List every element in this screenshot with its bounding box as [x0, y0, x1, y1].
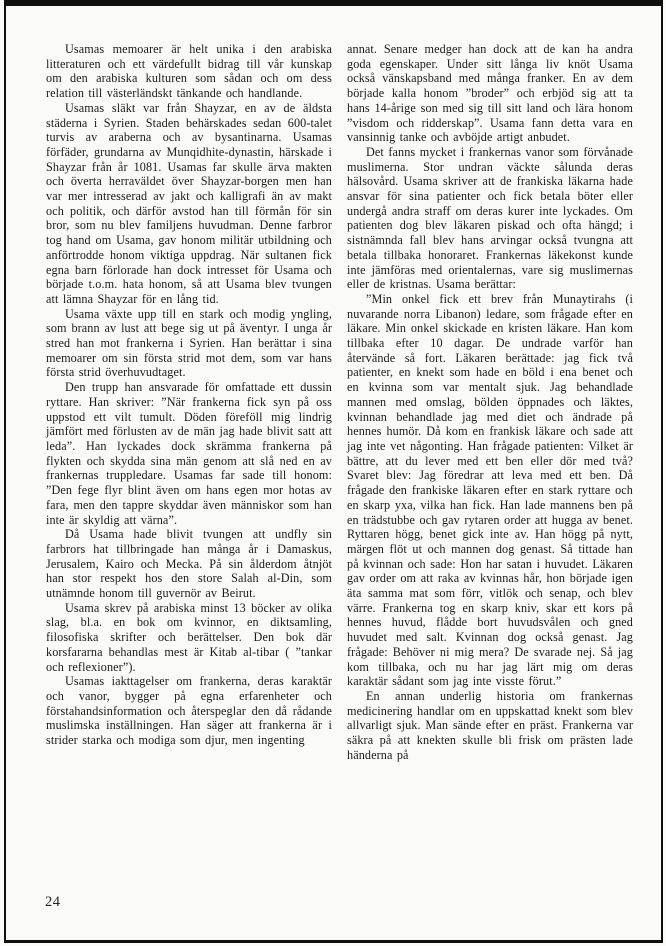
paragraph: Usamas släkt var från Shayzar, en av de äldsta städerna i Syrien. Staden behärskades sedan 600-talet turvis av araberna och av bysantinarna. Usamas förfäder, grundarna av Munqidhite-dynastin, härskade i Shayzar från år 1081. Usamas far skulle ärva makten och överta herraväldet över Shayzar-borgen men han var mer intresserad av jakt och kalligrafi än av makt och politik, och därför avstod han till förmån för sin bror, som nu blev familjens huvudman. Denne farbror tog hand om Usama, gav honom militär utbildning och anförtrodde honom viktiga uppdrag. När sultanen fick egna barn förlorade han dock intresset för Usama och började t.o.m. hata honom, så att Usama blev tvungen att lämna Shayzar för en lång tid. — [46, 100, 332, 306]
paragraph: En annan underlig historia om frankernas medicinering handlar om en uppskattad knekt som blev allvarligt sjuk. Man sände efter en präst. Frankerna var säkra på att knekten skulle bli frisk om prästen lade händerna på — [347, 688, 633, 762]
paragraph: Då Usama hade blivit tvungen att undfly sin farbrors hat tillbringade han många år i Damaskus, Jerusalem, Kairo och Mecka. På sin ålderdom åtnjöt han stor respekt hos den store Salah al-Din, som utnämnde honom till guvernör av Beirut. — [46, 527, 332, 601]
paragraph: Usama skrev på arabiska minst 13 böcker av olika slag, bl.a. en bok om kvinnor, en diktsamling, filosofiska skrifter och berättelser. Den bok där korsfararna behandlas mest är Kitab al-tibar ( ”tankar och reflexioner”). — [46, 600, 332, 674]
paragraph: Usamas iakttagelser om frankerna, deras karaktär och vanor, bygger på egna erfarenheter och förstahandsinformation och återspeglar den då rådande muslimska inställningen. Han säger att frankerna är i strider starka och modiga som djur, men ingenting — [46, 674, 332, 748]
paragraph: ”Min onkel fick ett brev från Munaytirahs (i nuvarande norra Libanon) ledare, som frågade efter en läkare. Min onkel skickade en kristen läkare. Han kom tillbaka efter 10 dagar. De undrade varför han återvände så fort. Läkaren berättade: jag fick två patienter, en knekt som hade en böld i ena benet och en kvinna som var mentalt sjuk. Jag behandlade mannen med omslag, bölden öppnades och läktes, kvinnan behandlade jag med diet och ändrade på hennes humör. Då kom en frankisk läkare och sade att jag inte vet någonting. Han frågade patienten: Vilket är bättre, att du lever med ett ben eller dör med två? Svaret blev: Jag föredrar att leva med ett ben. Då frågade den frankiske läkaren efter en stark ryttare och en skarp yxa, vilka han fick. Han lade mannens ben på en trädstubbe och gav rytaren order att hugga av benet. Ryttaren högg, benet gick inte av. Han högg på nytt, märgen flöt ut och mannen dog genast. Så tittade han på kvinnan och sade: Hon har satan i huvudet. Läkaren gav order om att raka av kvinnas hår, hon började igen äta samma mat som förr, vitlök och senap, och blev värre. Frankerna tog en skarp kniv, skar ett kors på hennes huvud, flådde bort huvudsvålen och gned huvudet med salt. Kvinnan dog också genast. Jag frågade: Behöver ni mig mera? De svarade nej. Så jag kom tillbaka, och nu har jag lärt mig om deras karaktär sådant som jag inte visste förut.” — [347, 291, 633, 689]
page-content — [46, 42, 634, 762]
text-column-left — [46, 42, 332, 762]
text-column-right — [347, 42, 633, 762]
paragraph: Usama växte upp till en stark och modig yngling, som brann av lust att bege sig ut på äventyr. I unga år stred han mot frankerna i Syrien. Han berättar i sina memoarer om sin första strid mot dem, som var hans första strid överhuvudtaget. — [46, 306, 332, 380]
paragraph: Den trupp han ansvarade för omfattade ett dussin ryttare. Han skriver: ”När frankerna fick syn på oss uppstod ett vilt tumult. Döden föreföll mig lindrig jämfört med förlusten av de män jag hade blivit satt att leda”. Han lyckades dock skrämma frankerna på flykten och skydda sina män genom att slå ned en av frankernas truppledare. Usamas far sade till honom: ”Den fege flyr blint även om hans egen mor hotas av fara, men den tappre skyddar även människor som han inte är skyldig att värna”. — [46, 380, 332, 527]
paragraph: Det fanns mycket i frankernas vanor som förvånade muslimerna. Stor undran väckte sålunda deras hälsovård. Usama skriver att de frankiska läkarna hade ansvar för sina patienter och fick betala böter eller undergå andra straff om deras kurer inte lyckades. Om patienten dog blev läkaren piskad och ofta hängd; i sistnämnda fall blev hans arvingar också tvungna att betala tillbaka honoraret. Frankernas läkekonst kunde inte jämföras med orientalernas, vare sig muslimernas eller de kristnas. Usama berättar: — [347, 144, 633, 292]
page-number: 24 — [45, 894, 61, 910]
paragraph: Usamas memoarer är helt unika i den arabiska litteraturen och ett värdefullt bidrag till vår kunskap om den arabiska kulturen som sådan och om dess relation till västerländskt tänkande och handlande. — [46, 42, 332, 101]
paragraph: annat. Senare medger han dock att de kan ha andra goda egenskaper. Under sitt långa liv knöt Usama också vänskapsband med många franker. En av dem började kalla honom ”broder” och erbjöd sig att ta hans 14-årige son med sig till sitt land och lära honom ”visdom och ridderskap”. Usama fann detta vara en vansinnig tanke och avböjde artigt anbudet. — [347, 42, 633, 145]
